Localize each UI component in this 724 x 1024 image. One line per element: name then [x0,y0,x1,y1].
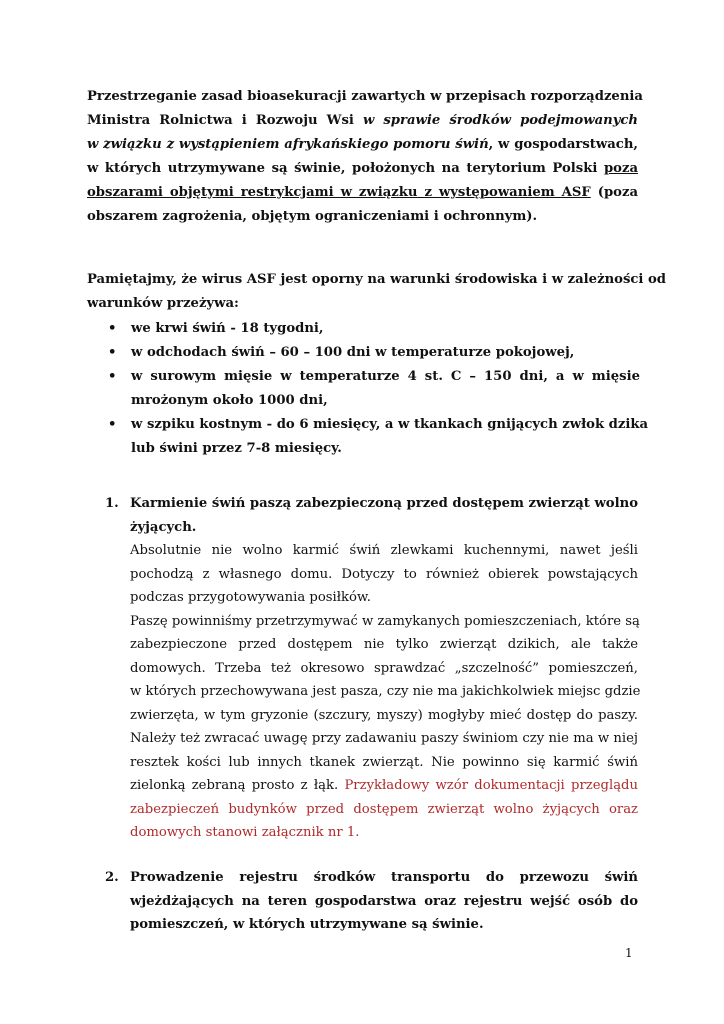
list-item [100,341,640,365]
text-line: Prowadzenie rejestru środków transportu do przewozu świń [130,870,638,885]
attachment-reference: domowych stanowi załącznik nr 1. [130,825,360,840]
text-line: w których przechowywana jest pasza, czy nie ma jakichkolwiek miejsc gdzie [130,684,641,699]
text-line: w surowym mięsie w temperaturze 4 st. C – 150 dni, a w mięsie [131,369,640,384]
text-line: Pamiętajmy, że wirus ASF jest oporny na warunki środowiska i w zależności od [87,272,667,287]
text-line: żyjących. [130,519,197,535]
attachment-reference: Przykładowy wzór dokumentacji przeglądu [344,778,638,793]
text-line: mrożonym około 1000 dni, [131,393,328,408]
text-line: Karmienie świń paszą zabezpieczoną przed dostępem zwierząt wolno [130,496,638,511]
underlined-text: obszarami objętymi restrykcjami w związku z występowaniem ASF [87,185,591,200]
text-line [87,85,643,109]
text-line: pomieszczeń, w których utrzymywane są świnie. [130,917,484,932]
text-segment: Ministra Rolnictwa i Rozwoju Wsi [87,113,363,128]
feed-storage-paragraph [130,610,641,845]
list-item [100,413,649,461]
text-segment: obszarem zagrożenia, objętym ograniczeniami i ochronnym). [87,209,538,224]
text-line [87,157,638,181]
text-line: Należy też zwracać uwagę przy zadawaniu paszy świniom czy nie ma w niej [130,731,638,746]
section-number: 2. [105,870,119,885]
text-line: w odchodach świń – 60 – 100 dni w temperaturze pokojowej, [131,345,575,360]
section-heading [130,492,638,539]
page-number: 1 [625,946,633,960]
text-line: pochodzą z własnego domu. Dotyczy to również obierek powstających [130,566,638,582]
section-number: 1. [105,496,119,511]
bullet-icon: • [108,345,117,360]
text-line: Absolutnie nie wolno karmić świń zlewkami kuchennymi, nawet jeśli [130,543,638,558]
text-segment: w których utrzymywane są świnie, położonych na terytorium Polski [87,161,604,176]
text-line: Paszę powinniśmy przetrzymywać w zamykanych pomieszczeniach, które są [130,613,640,629]
text-line: lub świni przez 7-8 miesięcy. [131,441,342,456]
text-line [87,133,638,157]
text-line [87,109,638,133]
list-item [100,317,640,341]
asf-survival-list [100,317,649,461]
text-segment: zielonką zebraną prosto z łąk. [130,778,345,793]
text-segment: , w gospodarstwach, [488,137,638,152]
text-line: we krwi świń - 18 tygodni, [131,321,324,336]
text-segment: (poza [590,185,638,200]
list-item [100,365,640,413]
text-line: zabezpieczone przed dostępem nie tylko zwierząt dzikich, ale także [130,637,638,652]
asf-resistance-paragraph [87,268,667,316]
text-line [87,205,638,229]
text-line: podczas przygotowywania posiłków. [130,590,371,605]
text-line: zwierzęta, w tym gryzonie (szczury, myszy) mogłyby mieć dostęp do paszy. [130,707,638,723]
text-line: warunków przeżywa: [87,296,239,311]
bullet-icon: • [108,417,117,432]
bullet-icon: • [108,321,117,336]
intro-paragraph [87,85,643,229]
text-line: w szpiku kostnym - do 6 miesięcy, a w tkankach gnijących zwłok dzika [131,417,649,432]
text-line: domowych. Trzeba też okresowo sprawdzać „szczelność” pomieszczeń, [130,660,638,676]
text-line [87,181,638,205]
attachment-reference: zabezpieczeń budynków przed dostępem zwierząt wolno żyjących oraz [130,801,638,817]
text-segment: Przestrzeganie zasad bioasekuracji zawartych w przepisach rozporządzenia [87,89,643,104]
text-line [130,774,638,798]
text-line: wjeżdżających na teren gospodarstwa oraz rejestru wejść osób do [130,893,638,909]
swill-paragraph [130,539,638,610]
underlined-text: poza [603,161,638,176]
regulation-title-text: w związku z wystąpieniem afrykańskiego pomoru świń [87,137,489,152]
text-line: resztek kości lub innych tkanek zwierząt. Nie powinno się karmić świń [130,754,638,770]
bullet-icon: • [108,369,117,384]
regulation-title-text: w sprawie środków podejmowanych [362,113,638,128]
